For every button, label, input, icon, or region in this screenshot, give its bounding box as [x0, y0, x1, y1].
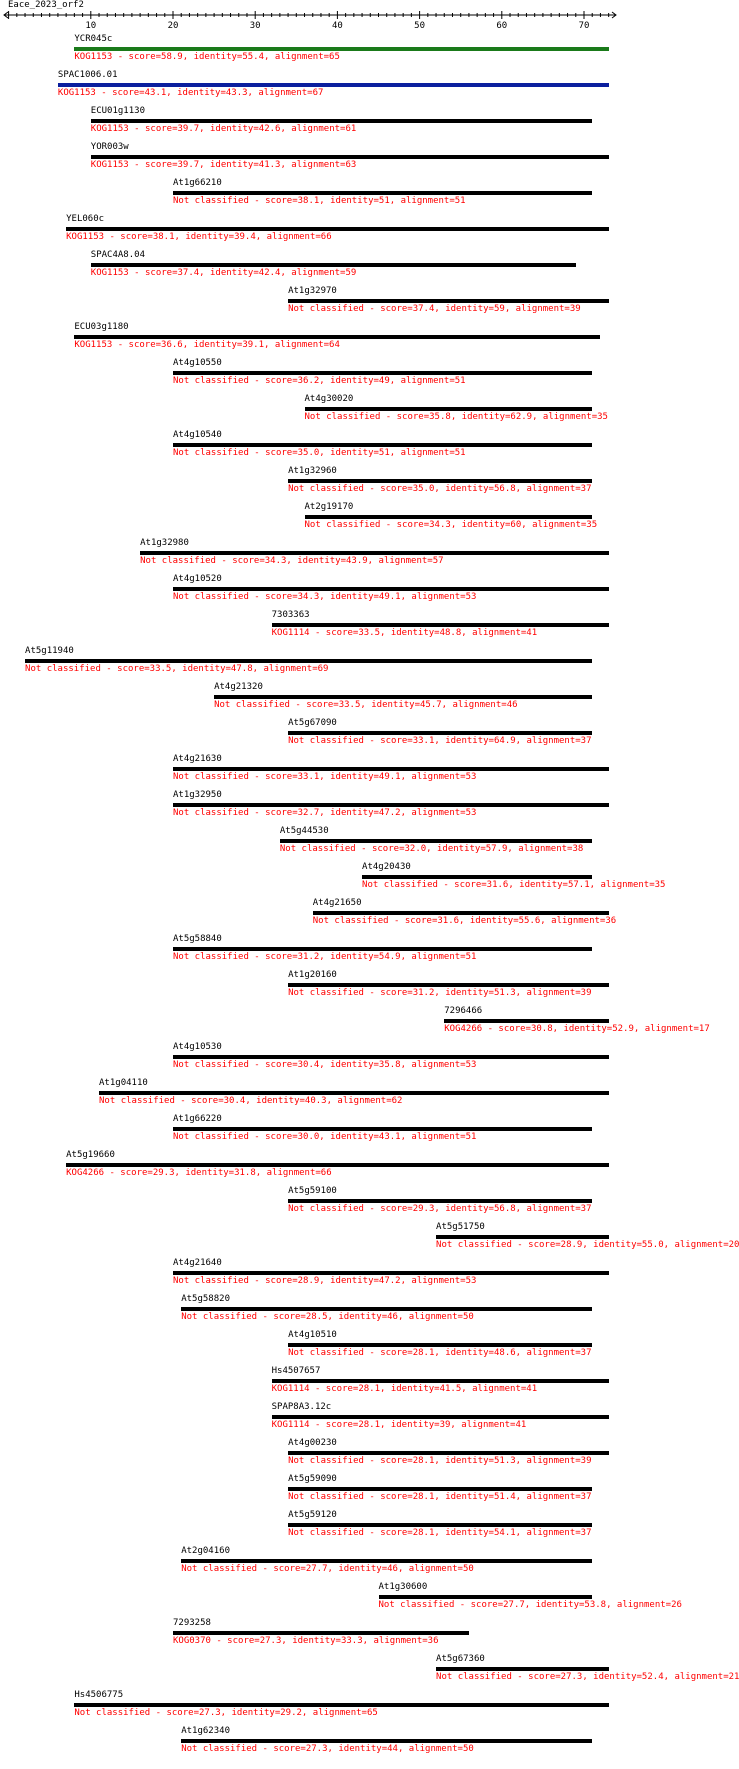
hit-description: Not classified - score=35.0, identity=51, alignment=51 — [173, 448, 466, 458]
hit-name: 7293258 — [173, 1618, 211, 1628]
hit-alignment-bar — [313, 911, 609, 915]
hit-alignment-bar — [66, 1163, 609, 1167]
query-title: Eace_2023_orf2 — [8, 0, 84, 10]
hit-description: Not classified - score=37.4, identity=59, alignment=39 — [288, 304, 581, 314]
hit-alignment-bar — [74, 47, 608, 51]
hit-name: At1g62340 — [181, 1726, 230, 1736]
hit-description: Not classified - score=27.7, identity=53.8, alignment=26 — [378, 1600, 682, 1610]
hit-name: At2g04160 — [181, 1546, 230, 1556]
hit-description: Not classified - score=32.7, identity=47.2, alignment=53 — [173, 808, 477, 818]
hit-alignment-bar — [444, 1019, 608, 1023]
hit-name: At4g10550 — [173, 358, 222, 368]
hit-name: At4g21320 — [214, 682, 263, 692]
hit-name: At5g11940 — [25, 646, 74, 656]
hit-alignment-bar — [25, 659, 592, 663]
hit-description: KOG1114 - score=28.1, identity=41.5, alignment=41 — [271, 1384, 538, 1394]
hit-name: At5g19660 — [66, 1150, 115, 1160]
hit-alignment-bar — [173, 1055, 609, 1059]
hit-description: Not classified - score=27.7, identity=46, alignment=50 — [181, 1564, 474, 1574]
hit-name: At5g59100 — [288, 1186, 337, 1196]
hit-description: Not classified - score=33.1, identity=49.1, alignment=53 — [173, 772, 477, 782]
hit-description: KOG1153 - score=38.1, identity=39.4, alignment=66 — [66, 232, 332, 242]
hit-alignment-bar — [305, 407, 593, 411]
hit-description: Not classified - score=34.3, identity=49.1, alignment=53 — [173, 592, 477, 602]
hit-alignment-bar — [288, 1487, 592, 1491]
hit-description: Not classified - score=35.8, identity=62.9, alignment=35 — [304, 412, 608, 422]
hit-description: KOG1153 - score=39.7, identity=41.3, alignment=63 — [90, 160, 357, 170]
hit-name: At5g59120 — [288, 1510, 337, 1520]
hit-alignment-bar — [288, 1451, 609, 1455]
hit-alignment-bar — [74, 1703, 608, 1707]
hit-name: Hs4507657 — [271, 1366, 321, 1376]
ruler-tick-label: 70 — [578, 21, 590, 31]
hit-alignment-bar — [288, 479, 592, 483]
hit-alignment-bar — [91, 263, 576, 267]
hit-description: Not classified - score=33.1, identity=64.9, alignment=37 — [288, 736, 592, 746]
hit-name: At1g32970 — [288, 286, 337, 296]
hit-name: At5g51750 — [436, 1222, 485, 1232]
hit-description: Not classified - score=30.4, identity=35.8, alignment=53 — [173, 1060, 477, 1070]
hit-description: Not classified - score=35.0, identity=56.8, alignment=37 — [288, 484, 592, 494]
hit-description: KOG4266 - score=30.8, identity=52.9, alignment=17 — [444, 1024, 710, 1034]
hit-alignment-bar — [91, 155, 609, 159]
hit-description: Not classified - score=28.1, identity=54.1, alignment=37 — [288, 1528, 592, 1538]
hit-alignment-bar — [173, 803, 609, 807]
hit-alignment-bar — [181, 1739, 592, 1743]
hit-alignment-bar — [173, 1631, 469, 1635]
hit-description: Not classified - score=28.1, identity=48.6, alignment=37 — [288, 1348, 592, 1358]
hit-description: Not classified - score=34.3, identity=43.9, alignment=57 — [140, 556, 444, 566]
hit-name: SPAC1006.01 — [57, 70, 118, 80]
hit-name: At1g32950 — [173, 790, 222, 800]
hit-description: Not classified - score=34.3, identity=60, alignment=35 — [304, 520, 598, 530]
hit-description: Not classified - score=27.3, identity=29.2, alignment=65 — [74, 1708, 378, 1718]
hit-name: At4g10510 — [288, 1330, 337, 1340]
hit-name: At1g20160 — [288, 970, 337, 980]
hit-alignment-bar — [288, 1199, 592, 1203]
hit-name: At5g59090 — [288, 1474, 337, 1484]
hit-alignment-bar — [91, 119, 592, 123]
hit-name: At4g10540 — [173, 430, 222, 440]
hit-alignment-bar — [280, 839, 592, 843]
hit-description: KOG1114 - score=28.1, identity=39, alignment=41 — [271, 1420, 527, 1430]
hit-alignment-bar — [379, 1595, 593, 1599]
hit-name: At1g30600 — [378, 1582, 428, 1592]
hit-name: ECU01g1130 — [90, 106, 145, 116]
hit-alignment-bar — [173, 587, 609, 591]
hit-name: At4g00230 — [288, 1438, 337, 1448]
hit-name: At2g19170 — [304, 502, 354, 512]
hit-alignment-bar — [436, 1235, 609, 1239]
hit-description: Not classified - score=36.2, identity=49, alignment=51 — [173, 376, 466, 386]
hit-alignment-bar — [272, 1415, 609, 1419]
hit-alignment-bar — [305, 515, 593, 519]
hit-description: Not classified - score=27.3, identity=52.4, alignment=21 — [436, 1672, 739, 1682]
hit-description: Not classified - score=28.1, identity=51.3, alignment=39 — [288, 1456, 592, 1466]
hit-description: Not classified - score=32.0, identity=57.9, alignment=38 — [279, 844, 584, 854]
hit-name: At1g32960 — [288, 466, 337, 476]
hit-alignment-bar — [288, 1343, 592, 1347]
hit-description: Not classified - score=38.1, identity=51, alignment=51 — [173, 196, 466, 206]
hit-name: SPAC4A8.04 — [90, 250, 145, 260]
hit-description: KOG1114 - score=33.5, identity=48.8, alignment=41 — [271, 628, 538, 638]
hit-description: KOG4266 - score=29.3, identity=31.8, alignment=66 — [66, 1168, 332, 1178]
hit-description: Not classified - score=28.9, identity=55.0, alignment=20 — [436, 1240, 739, 1250]
hit-description: Not classified - score=31.2, identity=51.3, alignment=39 — [288, 988, 592, 998]
hit-name: YOR003w — [90, 142, 129, 152]
hit-description: KOG1153 - score=39.7, identity=42.6, alignment=61 — [90, 124, 357, 134]
hit-alignment-bar — [214, 695, 592, 699]
hit-name: At4g10520 — [173, 574, 222, 584]
hit-description: KOG1153 - score=58.9, identity=55.4, alignment=65 — [74, 52, 340, 62]
hit-name: Hs4506775 — [74, 1690, 124, 1700]
hit-description: Not classified - score=28.9, identity=47.2, alignment=53 — [173, 1276, 477, 1286]
ruler-tick-label: 60 — [496, 21, 508, 31]
hit-alignment-bar — [173, 767, 609, 771]
hit-description: Not classified - score=28.5, identity=46, alignment=50 — [181, 1312, 474, 1322]
hit-name: 7303363 — [271, 610, 310, 620]
hit-description: Not classified - score=31.2, identity=54.9, alignment=51 — [173, 952, 477, 962]
hit-description: Not classified - score=30.0, identity=43.1, alignment=51 — [173, 1132, 477, 1142]
hit-alignment-bar — [181, 1559, 592, 1563]
hit-alignment-bar — [173, 1127, 592, 1131]
hit-name: SPAP8A3.12c — [271, 1402, 332, 1412]
hit-name: At4g21650 — [312, 898, 362, 908]
hit-name: At4g20430 — [362, 862, 411, 872]
hit-alignment-bar — [74, 335, 600, 339]
hit-alignment-bar — [288, 1523, 592, 1527]
hit-description: KOG1153 - score=43.1, identity=43.3, alignment=67 — [57, 88, 324, 98]
hit-name: ECU03g1180 — [74, 322, 129, 332]
hit-description: KOG1153 - score=36.6, identity=39.1, alignment=64 — [74, 340, 340, 350]
hit-name: At1g32980 — [140, 538, 189, 548]
hit-name: YCR045c — [74, 34, 113, 44]
hit-alignment-bar — [173, 191, 592, 195]
hit-alignment-bar — [362, 875, 592, 879]
hit-alignment-bar — [58, 83, 609, 87]
hit-description: Not classified - score=31.6, identity=57.1, alignment=35 — [362, 880, 666, 890]
ruler-tick-label: 40 — [331, 21, 343, 31]
hit-alignment-bar — [181, 1307, 592, 1311]
hit-description: Not classified - score=29.3, identity=56.8, alignment=37 — [288, 1204, 592, 1214]
hit-description: KOG0370 - score=27.3, identity=33.3, alignment=36 — [173, 1636, 439, 1646]
ruler-tick-label: 30 — [249, 21, 261, 31]
hit-alignment-bar — [173, 371, 592, 375]
hit-name: At4g21630 — [173, 754, 222, 764]
hit-description: Not classified - score=33.5, identity=47.8, alignment=69 — [25, 664, 329, 674]
hit-name: At4g21640 — [173, 1258, 222, 1268]
hit-description: KOG1153 - score=37.4, identity=42.4, alignment=59 — [90, 268, 357, 278]
hit-name: YEL060c — [66, 214, 105, 224]
hit-name: At5g44530 — [279, 826, 329, 836]
ruler-tick-label: 20 — [167, 21, 179, 31]
hit-alignment-bar — [288, 731, 592, 735]
hit-name: At1g04110 — [99, 1078, 148, 1088]
hit-alignment-bar — [66, 227, 609, 231]
ruler-tick-label: 10 — [85, 21, 97, 31]
hit-name: At5g67090 — [288, 718, 337, 728]
hit-description: Not classified - score=33.5, identity=45.7, alignment=46 — [214, 700, 518, 710]
hit-description: Not classified - score=27.3, identity=44, alignment=50 — [181, 1744, 474, 1754]
hit-alignment-bar — [173, 443, 592, 447]
hit-description: Not classified - score=31.6, identity=55.6, alignment=36 — [312, 916, 617, 926]
hit-alignment-bar — [288, 983, 609, 987]
hit-name: At5g58840 — [173, 934, 222, 944]
ruler-tick-label: 50 — [414, 21, 426, 31]
hit-name: At1g66210 — [173, 178, 222, 188]
hit-alignment-bar — [436, 1667, 609, 1671]
hit-name: At4g10530 — [173, 1042, 222, 1052]
hit-name: At4g30020 — [304, 394, 354, 404]
hit-description: Not classified - score=30.4, identity=40.3, alignment=62 — [99, 1096, 403, 1106]
hit-alignment-bar — [272, 1379, 609, 1383]
hit-alignment-bar — [99, 1091, 609, 1095]
hit-name: At1g66220 — [173, 1114, 222, 1124]
hit-alignment-bar — [288, 299, 609, 303]
hit-name: At5g67360 — [436, 1654, 485, 1664]
hit-name: 7296466 — [444, 1006, 483, 1016]
hit-alignment-bar — [173, 947, 592, 951]
hit-description: Not classified - score=28.1, identity=51.4, alignment=37 — [288, 1492, 592, 1502]
hit-alignment-bar — [140, 551, 609, 555]
hit-alignment-bar — [272, 623, 609, 627]
hit-alignment-bar — [173, 1271, 609, 1275]
hit-name: At5g58820 — [181, 1294, 230, 1304]
